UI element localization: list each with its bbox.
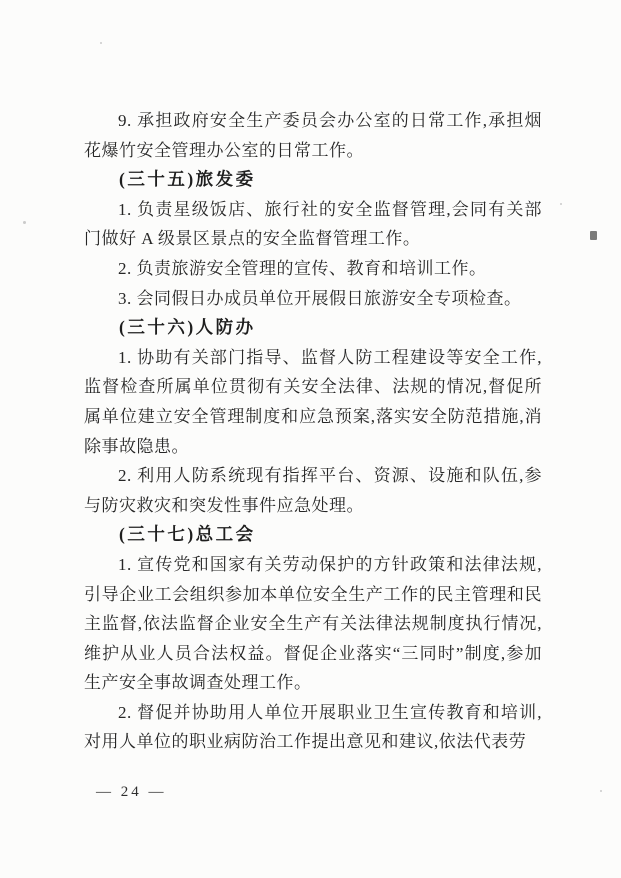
paragraph: 1. 负责星级饭店、旅行社的安全监督管理,会同有关部门做好 A 级景区景点的安全监督管理工作。 — [84, 199, 542, 249]
section-heading: (三十六)人防办 — [119, 317, 256, 338]
paragraph: 2. 负责旅游安全管理的宣传、教育和培训工作。 — [118, 258, 487, 278]
page-number: — 24 — — [96, 784, 167, 800]
paragraph: 3. 会同假日办成员单位开展假日旅游安全专项检查。 — [118, 288, 522, 308]
scan-speck — [600, 790, 602, 792]
section-heading: (三十七)总工会 — [119, 524, 256, 545]
scan-speck — [23, 221, 26, 224]
section-heading: (三十五)旅发委 — [119, 169, 256, 190]
scan-speck — [560, 203, 562, 205]
paragraph: 9. 承担政府安全生产委员会办公室的日常工作,承担烟花爆竹安全管理办公室的日常工作。 — [84, 111, 542, 160]
paragraph: 2. 督促并协助用人单位开展职业卫生宣传教育和培训,对用人单位的职业病防治工作提出意见和建议,依法代表劳 — [84, 702, 542, 752]
paragraph: 1. 协助有关部门指导、监督人防工程建设等安全工作,监督检查所属单位贯彻有关安全法律、法规的情况,督促所属单位建立安全管理制度和应急预案,落实安全防范措施,消除事故隐患。 — [84, 347, 542, 456]
scan-smudge — [590, 231, 597, 240]
paragraph: 1. 宣传党和国家有关劳动保护的方针政策和法律法规,引导企业工会组织参加本单位安全生产工作的民主管理和民主监督,依法监督企业安全生产有关法律法规制度执行情况,维护从业人员合法权益。督促企业落实“三同时”制度,参加生产安全事故调查处理工作。 — [84, 554, 542, 693]
document-body — [84, 106, 542, 757]
paragraph: 2. 利用人防系统现有指挥平台、资源、设施和队伍,参与防灾救灾和突发性事件应急处理。 — [84, 466, 542, 515]
scan-speck — [100, 42, 102, 44]
